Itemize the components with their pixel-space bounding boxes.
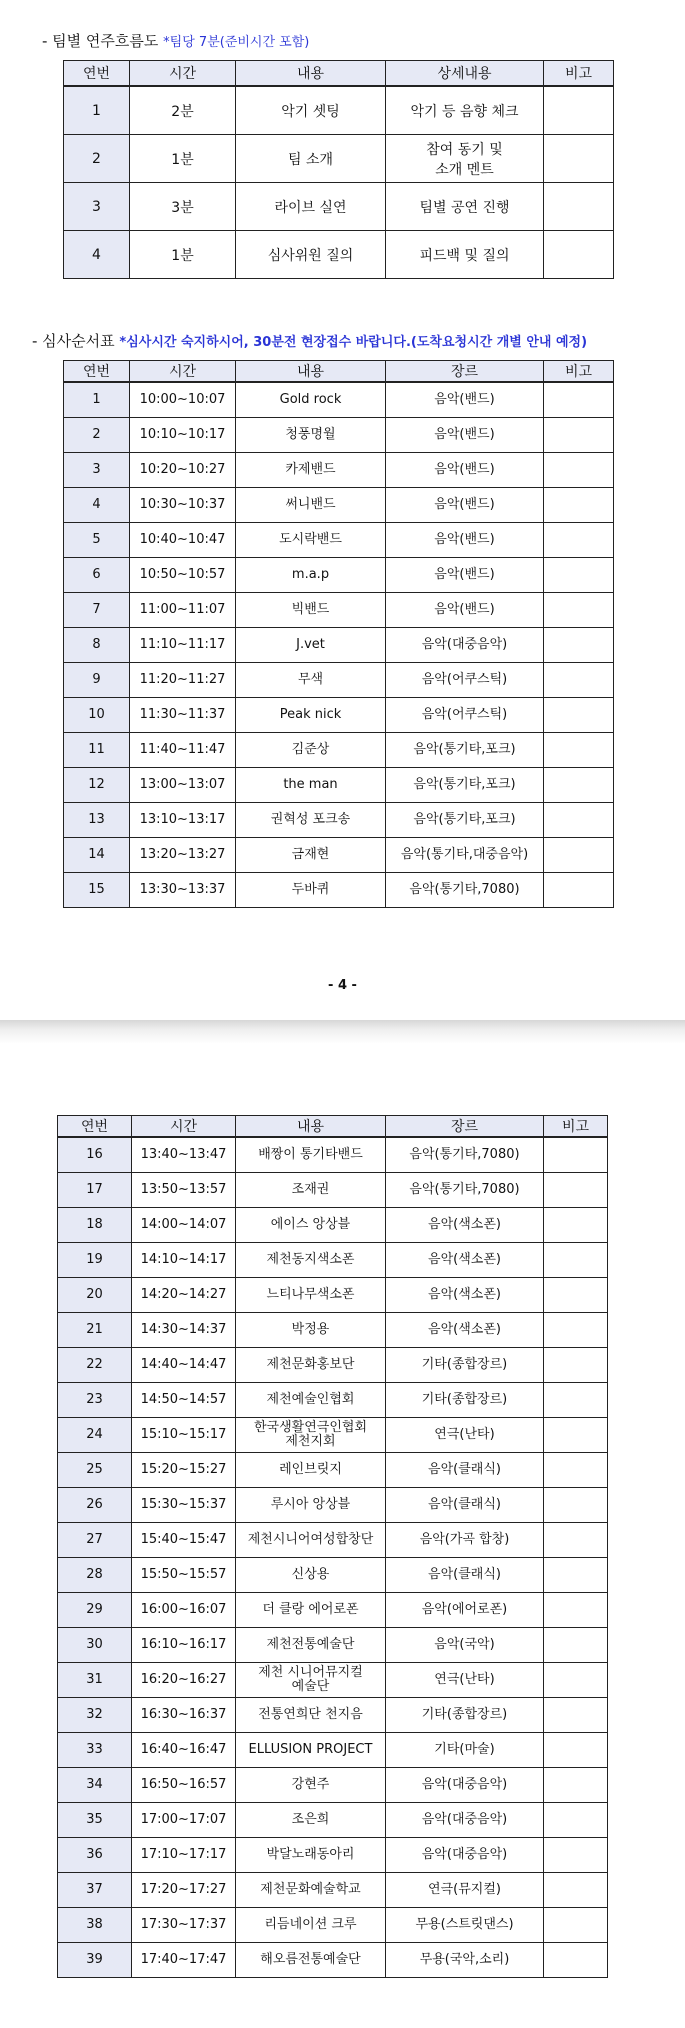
column-header: 연번 bbox=[64, 361, 130, 383]
cell-note bbox=[544, 1488, 608, 1523]
table-row bbox=[64, 768, 614, 803]
cell-number: 9 bbox=[64, 663, 130, 698]
cell-number: 26 bbox=[58, 1488, 132, 1523]
cell-time: 13:20~13:27 bbox=[130, 838, 236, 873]
cell-content: 에이스 앙상블 bbox=[236, 1208, 386, 1243]
cell-number: 22 bbox=[58, 1348, 132, 1383]
cell-content: 해오름전통예술단 bbox=[236, 1943, 386, 1978]
cell-detail: 음악(통기타,7080) bbox=[386, 873, 544, 908]
table-row bbox=[58, 1137, 608, 1173]
cell-time: 11:40~11:47 bbox=[130, 733, 236, 768]
cell-time: 10:40~10:47 bbox=[130, 523, 236, 558]
cell-time: 15:10~15:17 bbox=[132, 1418, 236, 1453]
table-row bbox=[58, 1943, 608, 1978]
cell-note bbox=[544, 593, 614, 628]
cell-time: 13:40~13:47 bbox=[132, 1137, 236, 1173]
cell-number: 14 bbox=[64, 838, 130, 873]
column-header: 내용 bbox=[236, 61, 386, 87]
cell-note bbox=[544, 86, 614, 135]
cell-note bbox=[544, 663, 614, 698]
cell-number: 18 bbox=[58, 1208, 132, 1243]
cell-note bbox=[544, 453, 614, 488]
table-row bbox=[64, 803, 614, 838]
cell-note bbox=[544, 1698, 608, 1733]
table-row bbox=[64, 663, 614, 698]
cell-time: 16:20~16:27 bbox=[132, 1663, 236, 1698]
cell-content: Gold rock bbox=[236, 382, 386, 418]
table-row bbox=[58, 1733, 608, 1768]
cell-time: 17:30~17:37 bbox=[132, 1908, 236, 1943]
cell-time: 17:10~17:17 bbox=[132, 1838, 236, 1873]
column-header: 비고 bbox=[544, 61, 614, 87]
cell-number: 37 bbox=[58, 1873, 132, 1908]
cell-time: 16:30~16:37 bbox=[132, 1698, 236, 1733]
cell-number: 4 bbox=[64, 488, 130, 523]
cell-note bbox=[544, 1208, 608, 1243]
cell-content: J.vet bbox=[236, 628, 386, 663]
cell-number: 6 bbox=[64, 558, 130, 593]
cell-number: 1 bbox=[64, 86, 130, 135]
cell-note bbox=[544, 183, 614, 231]
cell-note bbox=[544, 1733, 608, 1768]
column-header: 비고 bbox=[544, 361, 614, 383]
cell-note bbox=[544, 1243, 608, 1278]
cell-content: 두바퀴 bbox=[236, 873, 386, 908]
cell-detail: 기타(종합장르) bbox=[386, 1348, 544, 1383]
cell-time: 15:50~15:57 bbox=[132, 1558, 236, 1593]
cell-detail: 음악(밴드) bbox=[386, 488, 544, 523]
cell-detail: 무용(스트릿댄스) bbox=[386, 1908, 544, 1943]
column-header: 연번 bbox=[58, 1116, 132, 1138]
cell-detail: 음악(통기타,포크) bbox=[386, 733, 544, 768]
cell-time: 14:20~14:27 bbox=[132, 1278, 236, 1313]
table-row bbox=[64, 698, 614, 733]
column-header: 장르 bbox=[386, 361, 544, 383]
cell-number: 23 bbox=[58, 1383, 132, 1418]
cell-note bbox=[544, 1313, 608, 1348]
schedule-table-header-row bbox=[58, 1116, 608, 1138]
cell-note bbox=[544, 803, 614, 838]
cell-number: 30 bbox=[58, 1628, 132, 1663]
cell-content: 박달노래동아리 bbox=[236, 1838, 386, 1873]
table-row bbox=[64, 488, 614, 523]
cell-note bbox=[544, 1383, 608, 1418]
cell-detail: 음악(국악) bbox=[386, 1628, 544, 1663]
cell-number: 16 bbox=[58, 1137, 132, 1173]
cell-time: 11:10~11:17 bbox=[130, 628, 236, 663]
table-row bbox=[58, 1243, 608, 1278]
cell-detail: 기타(마술) bbox=[386, 1733, 544, 1768]
cell-detail: 팀별 공연 진행 bbox=[386, 183, 544, 231]
cell-note bbox=[544, 1593, 608, 1628]
cell-time: 14:40~14:47 bbox=[132, 1348, 236, 1383]
cell-number: 4 bbox=[64, 231, 130, 279]
cell-detail: 음악(통기타,7080) bbox=[386, 1173, 544, 1208]
cell-content: 리듬네이션 크루 bbox=[236, 1908, 386, 1943]
cell-detail: 음악(통기타,포크) bbox=[386, 803, 544, 838]
cell-detail: 기타(종합장르) bbox=[386, 1698, 544, 1733]
cell-content: 배짱이 통기타밴드 bbox=[236, 1137, 386, 1173]
cell-time: 2분 bbox=[130, 86, 236, 135]
cell-detail: 음악(어쿠스틱) bbox=[386, 698, 544, 733]
cell-note bbox=[544, 1803, 608, 1838]
cell-content: 루시아 앙상블 bbox=[236, 1488, 386, 1523]
cell-time: 3분 bbox=[130, 183, 236, 231]
cell-note bbox=[544, 1173, 608, 1208]
cell-content: 신상용 bbox=[236, 1558, 386, 1593]
column-header: 시간 bbox=[130, 61, 236, 87]
table-row bbox=[64, 183, 614, 231]
schedule-section-heading bbox=[32, 330, 587, 351]
cell-content: 제천문화예술학교 bbox=[236, 1873, 386, 1908]
cell-detail: 음악(대중음악) bbox=[386, 628, 544, 663]
table-row bbox=[58, 1348, 608, 1383]
cell-number: 3 bbox=[64, 183, 130, 231]
document-page-5 bbox=[0, 1044, 685, 2028]
cell-note bbox=[544, 1348, 608, 1383]
cell-content: m.a.p bbox=[236, 558, 386, 593]
cell-time: 1분 bbox=[130, 231, 236, 279]
cell-number: 3 bbox=[64, 453, 130, 488]
table-row bbox=[58, 1908, 608, 1943]
schedule-table-part1 bbox=[63, 360, 614, 908]
cell-time: 1분 bbox=[130, 135, 236, 183]
cell-time: 16:40~16:47 bbox=[132, 1733, 236, 1768]
cell-note bbox=[544, 1278, 608, 1313]
cell-time: 15:20~15:27 bbox=[132, 1453, 236, 1488]
column-header: 내용 bbox=[236, 361, 386, 383]
cell-note bbox=[544, 1628, 608, 1663]
cell-number: 35 bbox=[58, 1803, 132, 1838]
cell-content: 느티나무색소폰 bbox=[236, 1278, 386, 1313]
cell-content: 제천문화홍보단 bbox=[236, 1348, 386, 1383]
cell-detail: 참여 동기 및 소개 멘트 bbox=[386, 135, 544, 183]
cell-note bbox=[544, 1943, 608, 1978]
cell-note bbox=[544, 1523, 608, 1558]
cell-time: 11:20~11:27 bbox=[130, 663, 236, 698]
cell-detail: 음악(대중음악) bbox=[386, 1838, 544, 1873]
schedule-section-title: - 심사순서표 bbox=[32, 332, 115, 350]
table-row bbox=[64, 558, 614, 593]
cell-detail: 연극(뮤지컬) bbox=[386, 1873, 544, 1908]
cell-content: 팀 소개 bbox=[236, 135, 386, 183]
cell-detail: 음악(색소폰) bbox=[386, 1313, 544, 1348]
column-header: 연번 bbox=[64, 61, 130, 87]
cell-detail: 음악(에어로폰) bbox=[386, 1593, 544, 1628]
table-row bbox=[64, 86, 614, 135]
cell-content: 전통연희단 천지음 bbox=[236, 1698, 386, 1733]
cell-note bbox=[544, 838, 614, 873]
table-row bbox=[64, 628, 614, 663]
cell-content: 권혁성 포크송 bbox=[236, 803, 386, 838]
cell-note bbox=[544, 1908, 608, 1943]
cell-time: 13:10~13:17 bbox=[130, 803, 236, 838]
cell-number: 11 bbox=[64, 733, 130, 768]
cell-number: 1 bbox=[64, 382, 130, 418]
cell-note bbox=[544, 768, 614, 803]
cell-time: 14:50~14:57 bbox=[132, 1383, 236, 1418]
cell-note bbox=[544, 1137, 608, 1173]
cell-note bbox=[544, 1768, 608, 1803]
column-header: 장르 bbox=[386, 1116, 544, 1138]
cell-number: 20 bbox=[58, 1278, 132, 1313]
table-row bbox=[58, 1418, 608, 1453]
table-row bbox=[58, 1313, 608, 1348]
cell-number: 39 bbox=[58, 1943, 132, 1978]
cell-number: 31 bbox=[58, 1663, 132, 1698]
cell-time: 11:30~11:37 bbox=[130, 698, 236, 733]
cell-content: 제천동지색소폰 bbox=[236, 1243, 386, 1278]
table-row bbox=[58, 1768, 608, 1803]
cell-time: 15:40~15:47 bbox=[132, 1523, 236, 1558]
cell-content: 박정용 bbox=[236, 1313, 386, 1348]
cell-note bbox=[544, 733, 614, 768]
cell-time: 11:00~11:07 bbox=[130, 593, 236, 628]
cell-detail: 음악(밴드) bbox=[386, 382, 544, 418]
table-row bbox=[58, 1663, 608, 1698]
cell-detail: 음악(대중음악) bbox=[386, 1768, 544, 1803]
cell-detail: 기타(종합장르) bbox=[386, 1383, 544, 1418]
cell-time: 10:50~10:57 bbox=[130, 558, 236, 593]
table-row bbox=[64, 418, 614, 453]
column-header: 비고 bbox=[544, 1116, 608, 1138]
cell-time: 10:00~10:07 bbox=[130, 382, 236, 418]
table-row bbox=[58, 1593, 608, 1628]
cell-content: 써니밴드 bbox=[236, 488, 386, 523]
cell-note bbox=[544, 1558, 608, 1593]
cell-detail: 음악(밴드) bbox=[386, 418, 544, 453]
table-row bbox=[58, 1523, 608, 1558]
cell-detail: 음악(통기타,대중음악) bbox=[386, 838, 544, 873]
cell-number: 38 bbox=[58, 1908, 132, 1943]
table-row bbox=[58, 1698, 608, 1733]
cell-number: 15 bbox=[64, 873, 130, 908]
cell-note bbox=[544, 558, 614, 593]
cell-content: 제천예술인협회 bbox=[236, 1383, 386, 1418]
table-row bbox=[58, 1278, 608, 1313]
table-row bbox=[58, 1173, 608, 1208]
flow-section-note: *팀당 7분(준비시간 포함) bbox=[163, 35, 310, 50]
cell-content: 악기 셋팅 bbox=[236, 86, 386, 135]
page-number: - 4 - bbox=[328, 978, 357, 993]
table-row bbox=[58, 1803, 608, 1838]
table-row bbox=[64, 593, 614, 628]
cell-detail: 음악(클래식) bbox=[386, 1488, 544, 1523]
cell-note bbox=[544, 1873, 608, 1908]
cell-detail: 음악(어쿠스틱) bbox=[386, 663, 544, 698]
page-separator bbox=[0, 1020, 685, 1044]
cell-note bbox=[544, 1418, 608, 1453]
cell-content: 김준상 bbox=[236, 733, 386, 768]
cell-detail: 음악(클래식) bbox=[386, 1558, 544, 1593]
table-row bbox=[64, 838, 614, 873]
cell-content: 제천 시니어뮤지컬 예술단 bbox=[236, 1663, 386, 1698]
cell-time: 16:10~16:17 bbox=[132, 1628, 236, 1663]
cell-content: 강현주 bbox=[236, 1768, 386, 1803]
cell-content: 금재현 bbox=[236, 838, 386, 873]
cell-number: 19 bbox=[58, 1243, 132, 1278]
cell-content: the man bbox=[236, 768, 386, 803]
cell-content: 제천시니어여성합창단 bbox=[236, 1523, 386, 1558]
cell-detail: 연극(난타) bbox=[386, 1418, 544, 1453]
table-row bbox=[58, 1453, 608, 1488]
cell-detail: 음악(통기타,7080) bbox=[386, 1137, 544, 1173]
cell-detail: 음악(밴드) bbox=[386, 558, 544, 593]
cell-number: 2 bbox=[64, 418, 130, 453]
table-row bbox=[64, 523, 614, 558]
cell-time: 14:30~14:37 bbox=[132, 1313, 236, 1348]
cell-time: 13:50~13:57 bbox=[132, 1173, 236, 1208]
cell-number: 25 bbox=[58, 1453, 132, 1488]
cell-time: 16:50~16:57 bbox=[132, 1768, 236, 1803]
cell-number: 24 bbox=[58, 1418, 132, 1453]
table-row bbox=[58, 1628, 608, 1663]
cell-number: 12 bbox=[64, 768, 130, 803]
cell-content: 조재권 bbox=[236, 1173, 386, 1208]
table-row bbox=[64, 382, 614, 418]
cell-content: 제천전통예술단 bbox=[236, 1628, 386, 1663]
cell-number: 2 bbox=[64, 135, 130, 183]
cell-number: 33 bbox=[58, 1733, 132, 1768]
cell-number: 13 bbox=[64, 803, 130, 838]
cell-detail: 음악(색소폰) bbox=[386, 1208, 544, 1243]
cell-number: 34 bbox=[58, 1768, 132, 1803]
cell-time: 14:10~14:17 bbox=[132, 1243, 236, 1278]
cell-number: 10 bbox=[64, 698, 130, 733]
cell-note bbox=[544, 1453, 608, 1488]
cell-time: 16:00~16:07 bbox=[132, 1593, 236, 1628]
cell-detail: 음악(통기타,포크) bbox=[386, 768, 544, 803]
column-header: 내용 bbox=[236, 1116, 386, 1138]
flow-section-title: - 팀별 연주흐름도 bbox=[42, 32, 159, 50]
cell-note bbox=[544, 873, 614, 908]
cell-detail: 음악(밴드) bbox=[386, 453, 544, 488]
cell-detail: 음악(가곡 합창) bbox=[386, 1523, 544, 1558]
cell-note bbox=[544, 382, 614, 418]
table-row bbox=[64, 231, 614, 279]
cell-content: 심사위원 질의 bbox=[236, 231, 386, 279]
table-row bbox=[64, 135, 614, 183]
cell-time: 10:10~10:17 bbox=[130, 418, 236, 453]
cell-content: 라이브 실연 bbox=[236, 183, 386, 231]
table-row bbox=[64, 453, 614, 488]
schedule-table-header-row bbox=[64, 361, 614, 383]
cell-note bbox=[544, 523, 614, 558]
cell-time: 13:00~13:07 bbox=[130, 768, 236, 803]
cell-content: 도시락밴드 bbox=[236, 523, 386, 558]
table-row bbox=[64, 733, 614, 768]
cell-content: 더 클랑 에어로폰 bbox=[236, 1593, 386, 1628]
flow-section-heading bbox=[42, 30, 309, 51]
cell-number: 17 bbox=[58, 1173, 132, 1208]
cell-number: 21 bbox=[58, 1313, 132, 1348]
column-header: 상세내용 bbox=[386, 61, 544, 87]
cell-detail: 무용(국악,소리) bbox=[386, 1943, 544, 1978]
cell-number: 8 bbox=[64, 628, 130, 663]
table-row bbox=[58, 1558, 608, 1593]
schedule-table-part2 bbox=[57, 1115, 608, 1978]
cell-number: 32 bbox=[58, 1698, 132, 1733]
cell-number: 29 bbox=[58, 1593, 132, 1628]
cell-content: 카제밴드 bbox=[236, 453, 386, 488]
cell-content: ELLUSION PROJECT bbox=[236, 1733, 386, 1768]
cell-note bbox=[544, 628, 614, 663]
table-row bbox=[58, 1838, 608, 1873]
cell-detail: 음악(색소폰) bbox=[386, 1278, 544, 1313]
cell-time: 10:30~10:37 bbox=[130, 488, 236, 523]
cell-content: 조은희 bbox=[236, 1803, 386, 1838]
table-row bbox=[58, 1383, 608, 1418]
cell-content: 레인브릿지 bbox=[236, 1453, 386, 1488]
cell-content: 한국생활연극인협회 제천지회 bbox=[236, 1418, 386, 1453]
cell-note bbox=[544, 1663, 608, 1698]
cell-time: 10:20~10:27 bbox=[130, 453, 236, 488]
cell-content: 빅밴드 bbox=[236, 593, 386, 628]
cell-content: 무색 bbox=[236, 663, 386, 698]
cell-detail: 음악(대중음악) bbox=[386, 1803, 544, 1838]
cell-detail: 악기 등 음향 체크 bbox=[386, 86, 544, 135]
cell-note bbox=[544, 1838, 608, 1873]
table-row bbox=[58, 1488, 608, 1523]
cell-content: 청풍명월 bbox=[236, 418, 386, 453]
flow-table-header-row bbox=[64, 61, 614, 87]
column-header: 시간 bbox=[130, 361, 236, 383]
table-row bbox=[58, 1208, 608, 1243]
cell-number: 5 bbox=[64, 523, 130, 558]
cell-note bbox=[544, 488, 614, 523]
cell-time: 14:00~14:07 bbox=[132, 1208, 236, 1243]
table-row bbox=[64, 873, 614, 908]
column-header: 시간 bbox=[132, 1116, 236, 1138]
cell-time: 13:30~13:37 bbox=[130, 873, 236, 908]
cell-detail: 음악(클래식) bbox=[386, 1453, 544, 1488]
cell-time: 17:20~17:27 bbox=[132, 1873, 236, 1908]
flow-table bbox=[63, 60, 614, 279]
cell-note bbox=[544, 698, 614, 733]
cell-content: Peak nick bbox=[236, 698, 386, 733]
cell-time: 17:40~17:47 bbox=[132, 1943, 236, 1978]
cell-note bbox=[544, 231, 614, 279]
cell-time: 15:30~15:37 bbox=[132, 1488, 236, 1523]
cell-detail: 음악(밴드) bbox=[386, 523, 544, 558]
cell-number: 27 bbox=[58, 1523, 132, 1558]
cell-detail: 음악(밴드) bbox=[386, 593, 544, 628]
cell-detail: 연극(난타) bbox=[386, 1663, 544, 1698]
cell-number: 36 bbox=[58, 1838, 132, 1873]
table-row bbox=[58, 1873, 608, 1908]
cell-time: 17:00~17:07 bbox=[132, 1803, 236, 1838]
schedule-section-note: *심사시간 숙지하시어, 30분전 현장접수 바랍니다.(도착요청시간 개별 안내 예정) bbox=[119, 335, 588, 350]
cell-note bbox=[544, 418, 614, 453]
cell-detail: 피드백 및 질의 bbox=[386, 231, 544, 279]
cell-number: 7 bbox=[64, 593, 130, 628]
cell-number: 28 bbox=[58, 1558, 132, 1593]
cell-detail: 음악(색소폰) bbox=[386, 1243, 544, 1278]
cell-note bbox=[544, 135, 614, 183]
